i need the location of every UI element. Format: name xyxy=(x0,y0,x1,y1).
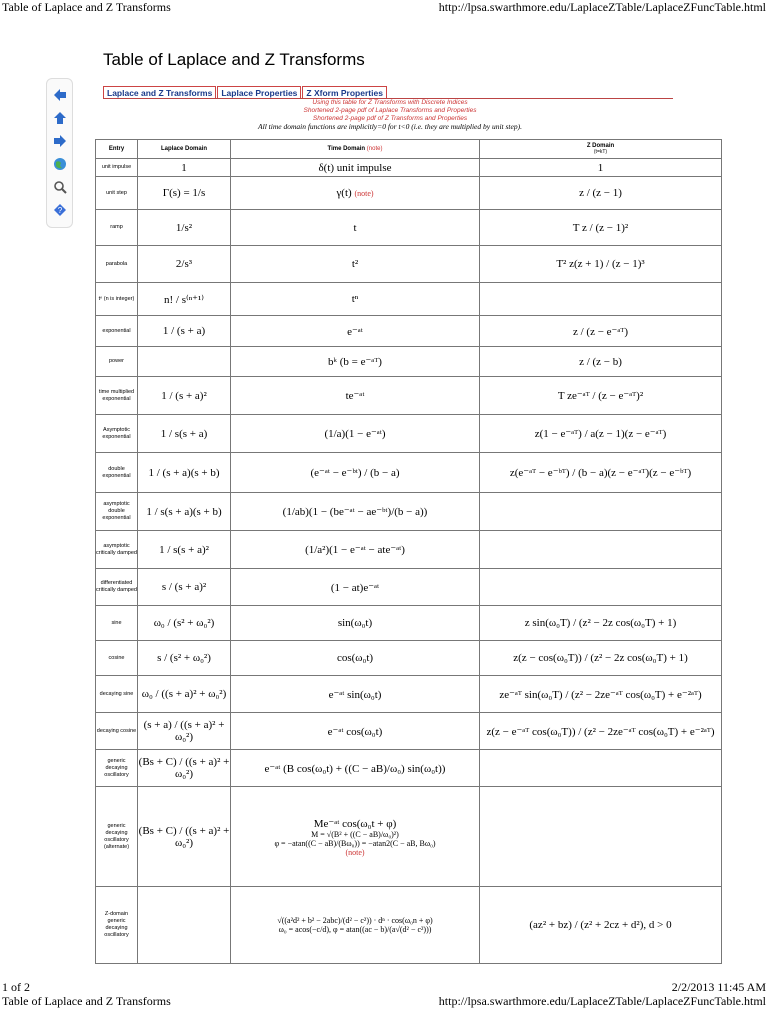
header-url[interactable]: http://lpsa.swarthmore.edu/LaplaceZTable/LaplaceZFuncTable.html xyxy=(438,0,766,14)
entry-cell: sine xyxy=(96,606,138,641)
table-row xyxy=(96,713,722,750)
time-cell: bᵏ (b = e⁻ᵃᵀ) xyxy=(231,347,480,377)
entry-cell: asymptotic critically damped xyxy=(96,531,138,569)
entry-cell: generic decaying oscillatory xyxy=(96,750,138,787)
entry-cell: time multiplied exponential xyxy=(96,377,138,415)
table-row xyxy=(96,283,722,316)
header-laplace: Laplace Domain xyxy=(138,140,231,159)
notes-block xyxy=(150,99,630,131)
table-row xyxy=(96,210,722,246)
z-cell: 1 xyxy=(480,159,722,177)
header-entry: Entry xyxy=(96,140,138,159)
table-row xyxy=(96,493,722,531)
time-cell: e⁻ᵃᵗ (B cos(ω₀t) + ((C − aB)/ω₀) sin(ω₀t)) xyxy=(231,750,480,787)
laplace-cell: 1 / (s + a)(s + b) xyxy=(138,453,231,493)
time-cell: te⁻ᵃᵗ xyxy=(231,377,480,415)
time-line-2: M = √(B² + ((C − aB)/ω₀)²) xyxy=(311,829,399,839)
table-row xyxy=(96,159,722,177)
z-cell xyxy=(480,787,722,887)
laplace-cell: 1 xyxy=(138,159,231,177)
note-link-laplace-pdf[interactable]: Shortened 2-page pdf of Laplace Transforms and Properties xyxy=(303,107,477,114)
z-cell: T z / (z − 1)² xyxy=(480,210,722,246)
time-cell: sin(ω₀t) xyxy=(231,606,480,641)
help-icon[interactable] xyxy=(53,203,67,217)
z-cell: z(1 − e⁻ᵃᵀ) / a(z − 1)(z − e⁻ᵃᵀ) xyxy=(480,415,722,453)
laplace-cell: s / (s² + ω₀²) xyxy=(138,641,231,676)
time-cell xyxy=(231,887,480,964)
z-cell: z(e⁻ᵃᵀ − e⁻ᵇᵀ) / (b − a)(z − e⁻ᵃᵀ)(z − e⁻ᵇᵀ) xyxy=(480,453,722,493)
entry-cell: generic decaying oscillatory (alternate) xyxy=(96,787,138,887)
entry-cell: parabola xyxy=(96,246,138,283)
entry-cell: ramp xyxy=(96,210,138,246)
laplace-cell: s / (s + a)² xyxy=(138,569,231,606)
header-z-label: Z Domain xyxy=(586,143,615,149)
table-row xyxy=(96,531,722,569)
table-row xyxy=(96,316,722,347)
table-row xyxy=(96,347,722,377)
time-cell: δ(t) unit impulse xyxy=(231,159,480,177)
table-row xyxy=(96,676,722,713)
laplace-cell: ω₀ / (s² + ω₀²) xyxy=(138,606,231,641)
table-row xyxy=(96,750,722,787)
footer-url[interactable]: http://lpsa.swarthmore.edu/LaplaceZTable/LaplaceZFuncTable.html xyxy=(438,994,766,1008)
note-link-discrete[interactable]: Using this table for Z Transforms with Discrete Indices xyxy=(312,99,468,106)
time-cell: (1/a²)(1 − e⁻ᵃᵗ − ate⁻ᵃᵗ) xyxy=(231,531,480,569)
laplace-cell xyxy=(138,887,231,964)
time-cell: e⁻ᵃᵗ sin(ω₀t) xyxy=(231,676,480,713)
table-row xyxy=(96,606,722,641)
implicit-note: All time domain functions are implicitly=0 for t<0 (i.e. they are multiplied by unit step). xyxy=(258,122,522,131)
time-line-3: φ = −atan((C − aB)/(Bω₀)) = −atan2(C − aB, Bω₀) xyxy=(274,838,436,848)
time-cell: (1/ab)(1 − (be⁻ᵃᵗ − ae⁻ᵇᵗ)/(b − a)) xyxy=(231,493,480,531)
header-title: Table of Laplace and Z Transforms xyxy=(2,0,171,14)
table-row xyxy=(96,246,722,283)
laplace-cell: 1 / s(s + a)(s + b) xyxy=(138,493,231,531)
time-note-link[interactable]: (note) xyxy=(345,847,365,857)
laplace-cell: 1 / (s + a) xyxy=(138,316,231,347)
z-cell: z / (z − 1) xyxy=(480,177,722,210)
laplace-cell: 1/s² xyxy=(138,210,231,246)
z-cell: z / (z − e⁻ᵃᵀ) xyxy=(480,316,722,347)
entry-cell: double exponential xyxy=(96,453,138,493)
time-cell: t² xyxy=(231,246,480,283)
z-cell xyxy=(480,569,722,606)
tab-z-properties[interactable]: Z Xform Properties xyxy=(302,86,387,99)
table-row xyxy=(96,377,722,415)
time-cell xyxy=(231,177,480,210)
time-value: γ(t) xyxy=(336,187,352,199)
tab-laplace-z[interactable]: Laplace and Z Transforms xyxy=(103,86,216,99)
globe-icon[interactable] xyxy=(53,157,67,171)
time-line-1: √((a²d² + b² − 2abc)/(d² − c²)) · dⁿ · cos(ω₀n + φ) xyxy=(277,916,433,925)
entry-cell: unit impulse xyxy=(96,159,138,177)
z-cell: z(z − e⁻ᵃᵀ cos(ω₀T)) / (z² − 2ze⁻ᵃᵀ cos(ω₀T) + e⁻²ᵃᵀ) xyxy=(480,713,722,750)
entry-cell: decaying cosine xyxy=(96,713,138,750)
laplace-cell: 1 / (s + a)² xyxy=(138,377,231,415)
z-cell xyxy=(480,531,722,569)
table-row xyxy=(96,787,722,887)
time-note-link[interactable]: (note) xyxy=(354,189,374,198)
entry-cell: Z-domain generic decaying oscillatory xyxy=(96,887,138,964)
time-cell: t xyxy=(231,210,480,246)
table-row xyxy=(96,887,722,964)
header-time-label: Time Domain xyxy=(327,146,366,152)
laplace-cell: (Bs + C) / ((s + a)² + ω₀²) xyxy=(138,750,231,787)
table-row xyxy=(96,415,722,453)
header-z xyxy=(480,140,722,159)
time-line-2: ω₀ = acos(−c/d), φ = atan((ac − b)/(a√(d² − c²))) xyxy=(278,925,432,934)
laplace-cell xyxy=(138,347,231,377)
time-cell: (1/a)(1 − e⁻ᵃᵗ) xyxy=(231,415,480,453)
z-cell: T ze⁻ᵃᵀ / (z − e⁻ᵃᵀ)² xyxy=(480,377,722,415)
time-cell: tⁿ xyxy=(231,283,480,316)
laplace-cell: 1 / s(s + a)² xyxy=(138,531,231,569)
laplace-cell: ω₀ / ((s + a)² + ω₀²) xyxy=(138,676,231,713)
table-row xyxy=(96,569,722,606)
table-row xyxy=(96,177,722,210)
entry-cell: exponential xyxy=(96,316,138,347)
z-cell: z sin(ω₀T) / (z² − 2z cos(ω₀T) + 1) xyxy=(480,606,722,641)
table-row xyxy=(96,641,722,676)
footer-title: Table of Laplace and Z Transforms xyxy=(2,994,171,1008)
header-z-sub: (t=kT) xyxy=(593,149,608,155)
z-cell: z(z − cos(ω₀T)) / (z² − 2z cos(ω₀T) + 1) xyxy=(480,641,722,676)
footer-datetime: 2/2/2013 11:45 AM xyxy=(671,980,766,994)
browser-header xyxy=(0,0,768,16)
entry-cell: cosine xyxy=(96,641,138,676)
note-link-z-pdf[interactable]: Shortened 2-page pdf of Z Transforms and Properties xyxy=(312,115,468,122)
z-cell xyxy=(480,750,722,787)
header-time xyxy=(231,140,480,159)
laplace-cell: (s + a) / ((s + a)² + ω₀²) xyxy=(138,713,231,750)
tab-laplace-properties[interactable]: Laplace Properties xyxy=(217,86,301,99)
z-cell: (az² + bz) / (z² + 2cz + d²), d > 0 xyxy=(480,887,722,964)
entry-cell: asymptotic double exponential xyxy=(96,493,138,531)
tab-bar xyxy=(103,83,388,99)
home-arrow-icon[interactable] xyxy=(53,111,67,125)
forward-arrow-icon[interactable] xyxy=(53,134,67,148)
time-cell xyxy=(231,787,480,887)
transform-table xyxy=(95,139,722,964)
header-time-note[interactable]: (note) xyxy=(366,146,383,152)
entry-cell: unit step xyxy=(96,177,138,210)
back-arrow-icon[interactable] xyxy=(53,88,67,102)
table-header-row xyxy=(96,140,722,159)
page-title: Table of Laplace and Z Transforms xyxy=(103,50,365,69)
z-cell xyxy=(480,493,722,531)
entry-cell: power xyxy=(96,347,138,377)
laplace-cell: 1 / s(s + a) xyxy=(138,415,231,453)
time-line-1: Me⁻ᵃᵗ cos(ω₀t + φ) xyxy=(313,817,397,830)
entry-cell: differentiated critically damped xyxy=(96,569,138,606)
entry-cell: decaying sine xyxy=(96,676,138,713)
footer-page: 1 of 2 xyxy=(2,980,30,994)
entry-cell: Asymptotic exponential xyxy=(96,415,138,453)
laplace-cell: 2/s³ xyxy=(138,246,231,283)
time-cell: e⁻ᵃᵗ cos(ω₀t) xyxy=(231,713,480,750)
search-icon[interactable] xyxy=(53,180,67,194)
nav-sidebar xyxy=(46,78,73,228)
z-cell: ze⁻ᵃᵀ sin(ω₀T) / (z² − 2ze⁻ᵃᵀ cos(ω₀T) + e⁻²ᵃᵀ) xyxy=(480,676,722,713)
laplace-cell: (Bs + C) / ((s + a)² + ω₀²) xyxy=(138,787,231,887)
table-row xyxy=(96,453,722,493)
time-cell: cos(ω₀t) xyxy=(231,641,480,676)
entry-cell: tⁿ (n is integer) xyxy=(96,283,138,316)
time-cell: (1 − at)e⁻ᵃᵗ xyxy=(231,569,480,606)
time-cell: (e⁻ᵃᵗ − e⁻ᵇᵗ) / (b − a) xyxy=(231,453,480,493)
z-cell: z / (z − b) xyxy=(480,347,722,377)
laplace-cell: n! / s⁽ⁿ⁺¹⁾ xyxy=(138,283,231,316)
laplace-cell: Γ(s) = 1/s xyxy=(138,177,231,210)
time-cell: e⁻ᵃᵗ xyxy=(231,316,480,347)
z-cell: T² z(z + 1) / (z − 1)³ xyxy=(480,246,722,283)
z-cell xyxy=(480,283,722,316)
svg-text:?: ? xyxy=(57,206,62,215)
